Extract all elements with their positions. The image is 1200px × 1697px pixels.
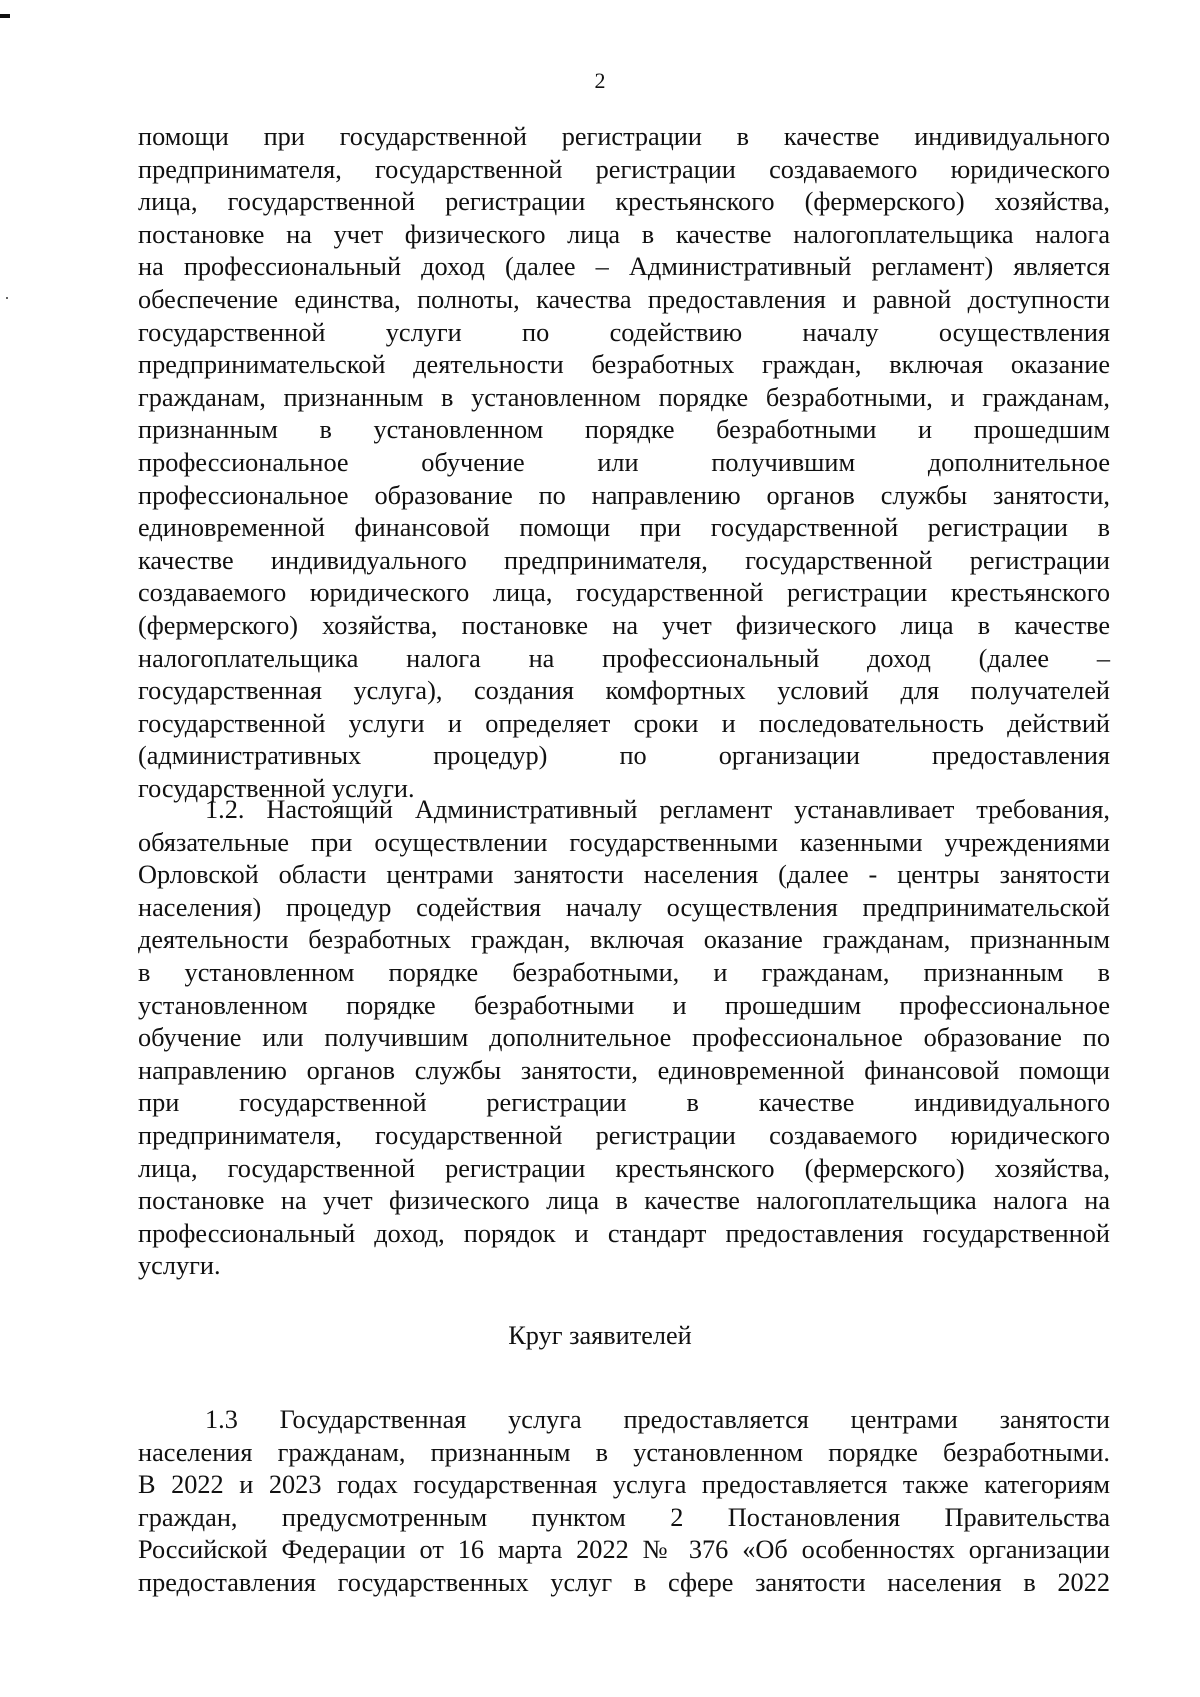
page-number: 2: [594, 68, 606, 93]
text-line: качестве индивидуального предпринимателя, государственной регистрации: [138, 545, 1110, 575]
text-line: В 2022 и 2023 годах государственная услуга предоставляется также категориям: [138, 1470, 1110, 1500]
text-line: (административных процедур) по организации предоставления: [138, 741, 1110, 771]
paragraph-1: [138, 121, 1110, 805]
text-line: государственной услуги.: [138, 773, 415, 803]
text-line: направлению органов службы занятости, единовременной финансовой помощи: [138, 1055, 1110, 1085]
paragraph-1-3: [138, 1404, 1110, 1600]
text-line: гражданам, признанным в установленном порядке безработными, и гражданам,: [138, 382, 1110, 412]
text-line: 1.3 Государственная услуга предоставляется центрами занятости: [205, 1405, 1110, 1434]
text-line: создаваемого юридического лица, государственной регистрации крестьянского: [138, 578, 1110, 608]
text-line: профессиональное образование по направлению органов службы занятости,: [138, 480, 1110, 510]
scan-edge-mark: [0, 14, 10, 18]
text-line: обучение или получившим дополнительное профессиональное образование по: [138, 1023, 1110, 1053]
text-line: постановке на учет физического лица в качестве налогоплательщика налога на: [138, 1186, 1110, 1216]
text-line: деятельности безработных граждан, включая оказание гражданам, признанным: [138, 925, 1110, 955]
text-line: 1.2. Настоящий Административный регламент устанавливает требования,: [205, 795, 1110, 824]
text-line: на профессиональный доход (далее – Административный регламент) является: [138, 252, 1110, 282]
text-line: Российской Федерации от 16 марта 2022 № 376 «Об особенностях организации: [138, 1535, 1110, 1565]
text-line: населения гражданам, признанным в установленном порядке безработными.: [138, 1437, 1110, 1467]
text-line: профессиональный доход, порядок и стандарт предоставления государственной: [138, 1218, 1110, 1248]
text-line: граждан, предусмотренным пунктом 2 Постановления Правительства: [138, 1502, 1110, 1532]
text-line: лица, государственной регистрации крестьянского (фермерского) хозяйства,: [138, 1153, 1110, 1183]
text-line: постановке на учет физического лица в качестве налогоплательщика налога: [138, 219, 1110, 249]
text-line: помощи при государственной регистрации в качестве индивидуального: [138, 122, 1110, 151]
text-line: государственной услуги и определяет сроки и последовательность действий: [138, 708, 1110, 738]
text-line: предпринимателя, государственной регистрации создаваемого юридического: [138, 154, 1110, 184]
text-line: государственная услуга), создания комфортных условий для получателей: [138, 676, 1110, 706]
text-line: населения) процедур содействия началу осуществления предпринимательской: [138, 892, 1110, 922]
paragraph-1-2: [138, 794, 1110, 1283]
text-line: при государственной регистрации в качестве индивидуального: [138, 1088, 1110, 1118]
text-line: обеспечение единства, полноты, качества предоставления и равной доступности: [138, 284, 1110, 314]
text-line: (фермерского) хозяйства, постановке на учет физического лица в качестве: [138, 610, 1110, 640]
text-line: установленном порядке безработными и прошедшим профессиональное: [138, 990, 1110, 1020]
text-line: услуги.: [138, 1251, 221, 1281]
text-line: признанным в установленном порядке безработными и прошедшим: [138, 415, 1110, 445]
text-line: Орловской области центрами занятости населения (далее - центры занятости: [138, 860, 1110, 890]
section-heading: Круг заявителей: [508, 1321, 692, 1350]
text-line: в установленном порядке безработными, и гражданам, признанным в: [138, 957, 1110, 987]
scan-speck: [6, 297, 8, 299]
text-line: единовременной финансовой помощи при государственной регистрации в: [138, 513, 1110, 543]
text-line: лица, государственной регистрации крестьянского (фермерского) хозяйства,: [138, 187, 1110, 217]
text-line: налогоплательщика налога на профессиональный доход (далее –: [138, 643, 1110, 673]
text-line: предоставления государственных услуг в сфере занятости населения в 2022: [138, 1567, 1110, 1597]
text-line: предпринимательской деятельности безработных граждан, включая оказание: [138, 350, 1110, 380]
text-line: обязательные при осуществлении государственными казенными учреждениями: [138, 827, 1110, 857]
text-line: профессиональное обучение или получившим дополнительное: [138, 447, 1110, 477]
text-line: предпринимателя, государственной регистрации создаваемого юридического: [138, 1120, 1110, 1150]
text-line: государственной услуги по содействию началу осуществления: [138, 317, 1110, 347]
